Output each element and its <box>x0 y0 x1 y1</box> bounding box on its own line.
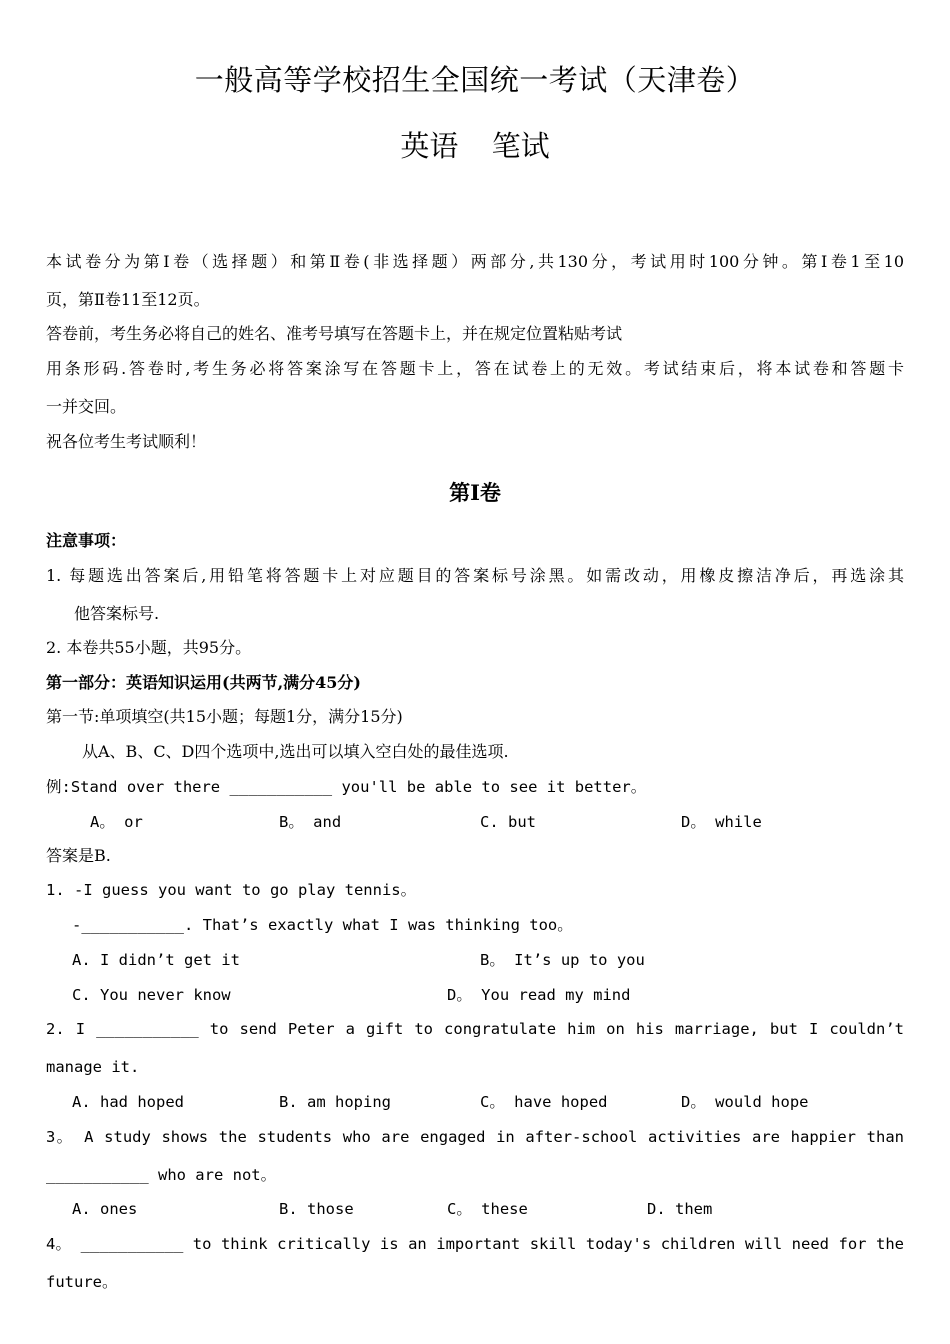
example-option-c: C. but <box>480 813 536 831</box>
intro-line-4: 用条形码.答卷时,考生务必将答案涂写在答题卡上，答在试卷上的无效。考试结束后，将本试卷和答题卡 <box>46 359 904 378</box>
q3-option-a: A. ones <box>72 1200 138 1218</box>
q3-line-1: 3。 A study shows the students who are engaged in after-school activities are happier than <box>46 1128 904 1146</box>
q1-option-a: A. I didn’t get it <box>72 951 240 969</box>
example-option-b: B。 and <box>279 813 342 831</box>
exam-title: 一般高等学校招生全国统一考试（天津卷） <box>194 63 756 97</box>
intro-line-5: 一并交回。 <box>46 397 127 416</box>
intro-line-2: 页，第Ⅱ卷11至12页。 <box>46 290 210 309</box>
q3-option-d: D. them <box>647 1200 713 1218</box>
part-one-heading: 第一部分：英语知识运用(共两节,满分45分) <box>46 673 361 692</box>
q2-line-1: 2. I ___________ to send Peter a gift to congratulate him on his marriage, but I couldn’t <box>46 1020 904 1038</box>
intro-line-1: 本试卷分为第Ⅰ卷（选择题）和第Ⅱ卷(非选择题）两部分,共130分，考试用时100分钟。第Ⅰ卷1至10 <box>46 252 904 271</box>
section-one-heading: 第一节:单项填空(共15小题；每题1分，满分15分) <box>46 707 403 726</box>
example-option-a: A。 or <box>90 813 143 831</box>
q2-option-a: A. had hoped <box>72 1093 184 1111</box>
q2-line-2: manage it. <box>46 1058 140 1076</box>
intro-line-3: 答卷前，考生务必将自己的姓名、准考号填写在答题卡上，并在规定位置粘贴考试 <box>46 324 623 343</box>
q3-option-b: B. those <box>279 1200 354 1218</box>
q1-option-b: B。 It’s up to you <box>480 951 645 969</box>
instruction: 从A、B、C、D四个选项中,选出可以填入空白处的最佳选项. <box>82 742 509 761</box>
q2-option-d: D。 would hope <box>681 1093 809 1111</box>
section-title: 第Ⅰ卷 <box>449 480 501 505</box>
intro-line-6: 祝各位考生考试顺利！ <box>46 432 207 451</box>
q4-line-1: 4。 ___________ to think critically is an important skill today's children will need for the <box>46 1235 904 1253</box>
q4-line-2: future。 <box>46 1273 118 1291</box>
q3-line-2: ___________ who are not。 <box>46 1166 277 1184</box>
note-1: 1. 每题选出答案后,用铅笔将答题卡上对应题目的答案标号涂黑。如需改动，用橡皮擦洁净后，再选涂其 <box>46 566 904 585</box>
note-1-cont: 他答案标号. <box>74 604 160 623</box>
q2-option-b: B. am hoping <box>279 1093 391 1111</box>
q1-line-2: -___________. That’s exactly what I was thinking too。 <box>72 916 573 934</box>
q2-option-c: C。 have hoped <box>480 1093 608 1111</box>
q1-option-d: D。 You read my mind <box>447 986 631 1004</box>
q1-option-c: C. You never know <box>72 986 231 1004</box>
q1-line-1: 1. -I guess you want to go play tennis。 <box>46 881 417 899</box>
example-answer: 答案是B. <box>46 846 111 865</box>
example-option-d: D。 while <box>681 813 762 831</box>
note-2: 2. 本卷共55小题，共95分。 <box>46 638 252 657</box>
notes-heading: 注意事项： <box>46 531 127 550</box>
example-stem: 例:Stand over there ___________ you'll be able to see it better。 <box>46 778 647 796</box>
exam-subtitle: 英语 笔试 <box>400 129 550 163</box>
q3-option-c: C。 these <box>447 1200 528 1218</box>
